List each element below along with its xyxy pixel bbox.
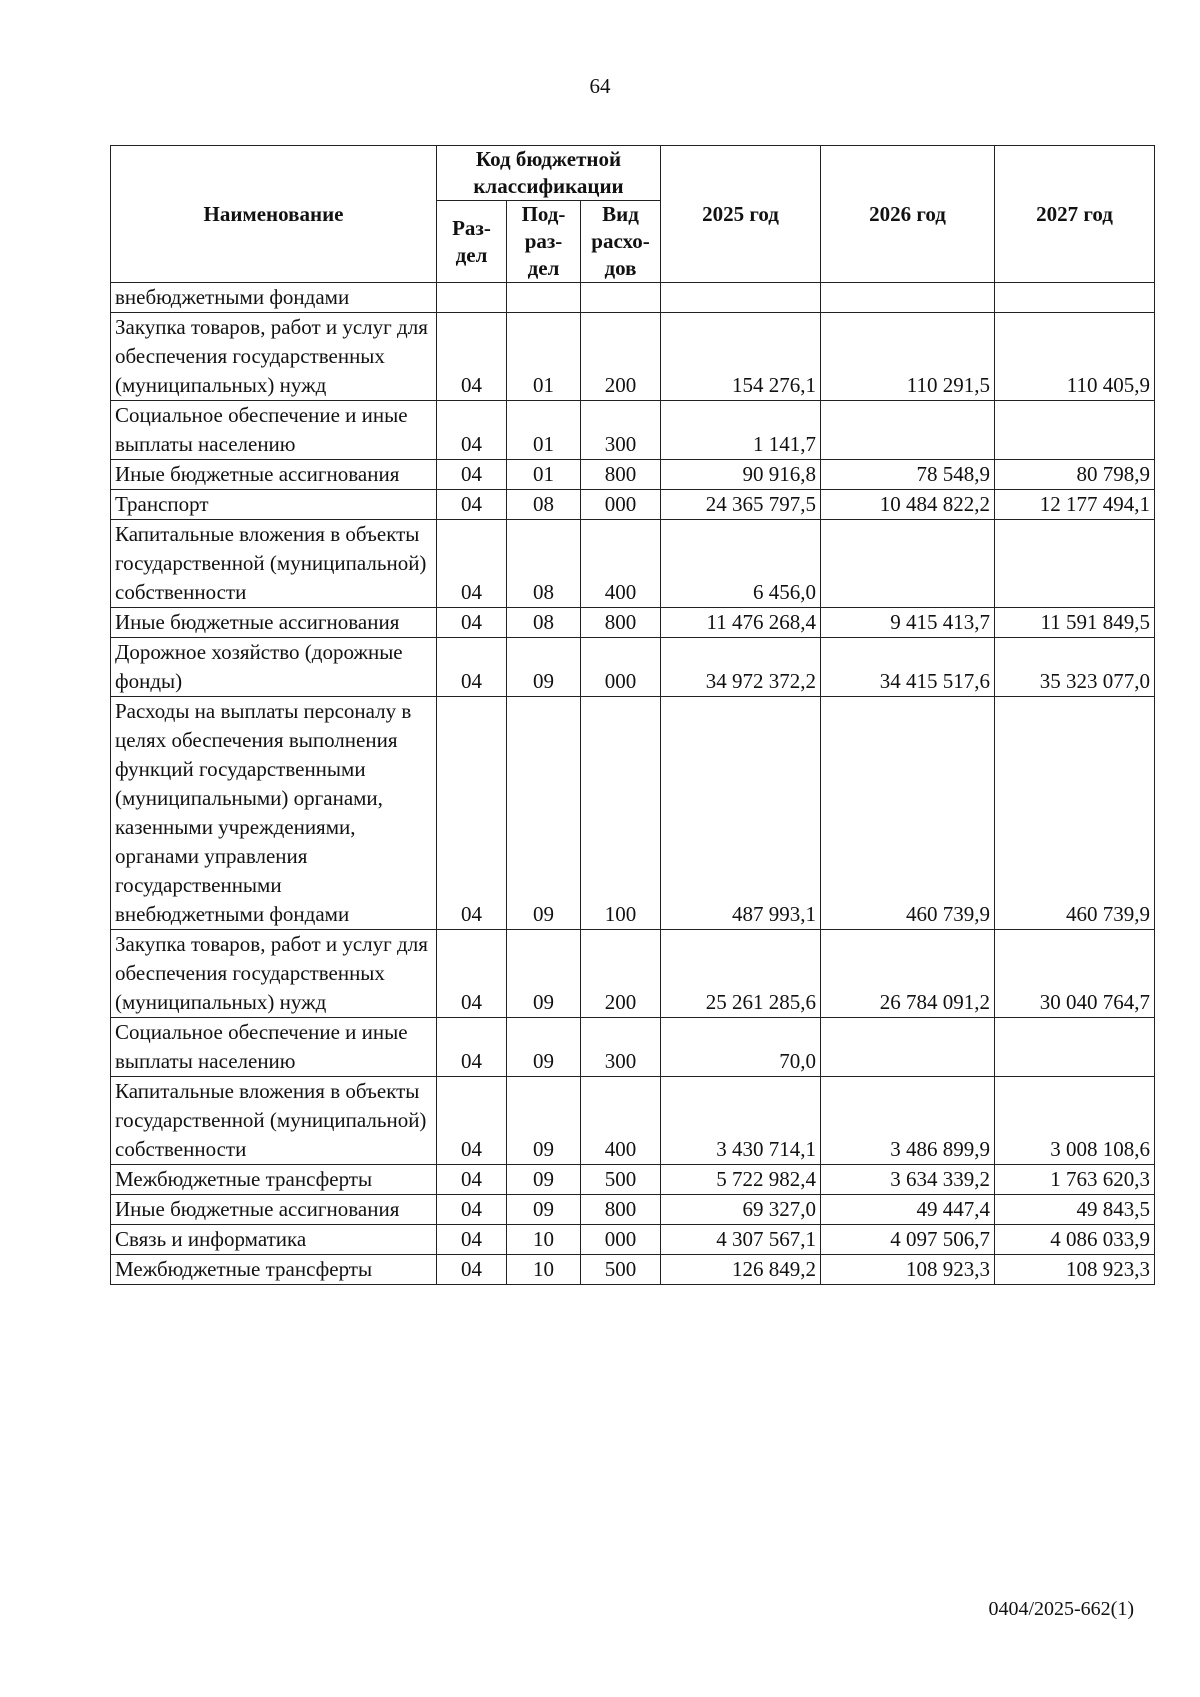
cell-2027: 110 405,9: [995, 313, 1155, 401]
cell-2025: 90 916,8: [661, 460, 821, 490]
cell-podrazdel: 09: [507, 1077, 581, 1165]
cell-razdel: 04: [437, 1225, 507, 1255]
header-name: Наименование: [111, 146, 437, 283]
cell-2027: 80 798,9: [995, 460, 1155, 490]
cell-podrazdel: 09: [507, 638, 581, 697]
cell-2026: 49 447,4: [821, 1195, 995, 1225]
cell-razdel: 04: [437, 1165, 507, 1195]
cell-2027: 3 008 108,6: [995, 1077, 1155, 1165]
cell-name: Межбюджетные трансферты: [111, 1165, 437, 1195]
table-row: [111, 608, 1155, 638]
cell-2026: 110 291,5: [821, 313, 995, 401]
cell-vid: 800: [581, 608, 661, 638]
cell-2026: 460 739,9: [821, 697, 995, 930]
cell-razdel: 04: [437, 1255, 507, 1285]
header-vid: Вид расхо-дов: [581, 201, 661, 283]
cell-vid: 300: [581, 1018, 661, 1077]
cell-name: Капитальные вложения в объекты государственной (муниципальной) собственности: [111, 520, 437, 608]
cell-name: Социальное обеспечение и иные выплаты населению: [111, 401, 437, 460]
cell-name: Закупка товаров, работ и услуг для обеспечения государственных (муниципальных) нужд: [111, 313, 437, 401]
cell-2026: [821, 401, 995, 460]
cell-2026: 9 415 413,7: [821, 608, 995, 638]
document-code: 0404/2025-662(1): [988, 1598, 1134, 1620]
cell-2025: 5 722 982,4: [661, 1165, 821, 1195]
cell-podrazdel: 01: [507, 460, 581, 490]
cell-vid: 500: [581, 1255, 661, 1285]
table-row: [111, 930, 1155, 1018]
cell-podrazdel: 10: [507, 1225, 581, 1255]
table-body: [111, 283, 1155, 1285]
cell-2025: 126 849,2: [661, 1255, 821, 1285]
cell-2025: 70,0: [661, 1018, 821, 1077]
cell-2026: 78 548,9: [821, 460, 995, 490]
cell-2027: [995, 283, 1155, 313]
cell-vid: 800: [581, 460, 661, 490]
cell-name: Транспорт: [111, 490, 437, 520]
cell-podrazdel: 09: [507, 1195, 581, 1225]
cell-2026: 108 923,3: [821, 1255, 995, 1285]
table-row: [111, 1077, 1155, 1165]
cell-2026: 26 784 091,2: [821, 930, 995, 1018]
cell-podrazdel: 08: [507, 520, 581, 608]
cell-2026: 3 486 899,9: [821, 1077, 995, 1165]
page-number: 64: [589, 74, 611, 98]
cell-2027: 108 923,3: [995, 1255, 1155, 1285]
cell-vid: 800: [581, 1195, 661, 1225]
cell-name: Социальное обеспечение и иные выплаты населению: [111, 1018, 437, 1077]
header-podrazdel: Под-раз-дел: [507, 201, 581, 283]
cell-podrazdel: 09: [507, 1165, 581, 1195]
cell-vid: 300: [581, 401, 661, 460]
cell-razdel: 04: [437, 1018, 507, 1077]
cell-podrazdel: 09: [507, 930, 581, 1018]
cell-2027: 49 843,5: [995, 1195, 1155, 1225]
cell-vid: 100: [581, 697, 661, 930]
cell-2026: 34 415 517,6: [821, 638, 995, 697]
budget-table: [110, 145, 1155, 1285]
cell-podrazdel: 01: [507, 401, 581, 460]
cell-2025: 25 261 285,6: [661, 930, 821, 1018]
cell-razdel: 04: [437, 401, 507, 460]
cell-razdel: 04: [437, 460, 507, 490]
cell-2025: 69 327,0: [661, 1195, 821, 1225]
cell-razdel: 04: [437, 608, 507, 638]
table-row: [111, 1018, 1155, 1077]
cell-2027: 460 739,9: [995, 697, 1155, 930]
header-2025: 2025 год: [661, 146, 821, 283]
header-razdel: Раз-дел: [437, 201, 507, 283]
cell-vid: 500: [581, 1165, 661, 1195]
table-row: [111, 1195, 1155, 1225]
cell-2025: 1 141,7: [661, 401, 821, 460]
cell-vid: 200: [581, 930, 661, 1018]
cell-razdel: 04: [437, 1077, 507, 1165]
cell-vid: 000: [581, 638, 661, 697]
table-row: [111, 520, 1155, 608]
table-row: [111, 638, 1155, 697]
cell-razdel: 04: [437, 520, 507, 608]
cell-name: внебюджетными фондами: [111, 283, 437, 313]
cell-vid: 200: [581, 313, 661, 401]
cell-vid: 000: [581, 490, 661, 520]
table-row: [111, 697, 1155, 930]
cell-vid: 000: [581, 1225, 661, 1255]
cell-podrazdel: 01: [507, 313, 581, 401]
cell-2027: 12 177 494,1: [995, 490, 1155, 520]
cell-vid: 400: [581, 520, 661, 608]
table-row: [111, 460, 1155, 490]
cell-podrazdel: 09: [507, 697, 581, 930]
cell-name: Межбюджетные трансферты: [111, 1255, 437, 1285]
cell-2027: 11 591 849,5: [995, 608, 1155, 638]
cell-name: Иные бюджетные ассигнования: [111, 608, 437, 638]
cell-name: Связь и информатика: [111, 1225, 437, 1255]
cell-2026: 10 484 822,2: [821, 490, 995, 520]
cell-podrazdel: 10: [507, 1255, 581, 1285]
cell-razdel: [437, 283, 507, 313]
cell-vid: 400: [581, 1077, 661, 1165]
header-2027: 2027 год: [995, 146, 1155, 283]
cell-2026: 3 634 339,2: [821, 1165, 995, 1195]
cell-2026: 4 097 506,7: [821, 1225, 995, 1255]
cell-podrazdel: 08: [507, 490, 581, 520]
cell-2027: 1 763 620,3: [995, 1165, 1155, 1195]
cell-2025: [661, 283, 821, 313]
cell-2027: [995, 520, 1155, 608]
cell-2026: [821, 283, 995, 313]
cell-name: Иные бюджетные ассигнования: [111, 460, 437, 490]
cell-razdel: 04: [437, 697, 507, 930]
cell-2026: [821, 1018, 995, 1077]
table-row: [111, 1225, 1155, 1255]
cell-razdel: 04: [437, 1195, 507, 1225]
cell-2025: 6 456,0: [661, 520, 821, 608]
cell-name: Иные бюджетные ассигнования: [111, 1195, 437, 1225]
table-row: [111, 401, 1155, 460]
cell-2025: 154 276,1: [661, 313, 821, 401]
cell-razdel: 04: [437, 313, 507, 401]
cell-2027: [995, 1018, 1155, 1077]
cell-2027: 30 040 764,7: [995, 930, 1155, 1018]
cell-2025: 3 430 714,1: [661, 1077, 821, 1165]
cell-2025: 24 365 797,5: [661, 490, 821, 520]
table-row: [111, 1165, 1155, 1195]
cell-podrazdel: [507, 283, 581, 313]
cell-vid: [581, 283, 661, 313]
cell-2027: 4 086 033,9: [995, 1225, 1155, 1255]
cell-name: Расходы на выплаты персоналу в целях обеспечения выполнения функций государственными (муниципальными) органами, казенными учреждениями, органами управления государственными внебюджетными фондами: [111, 697, 437, 930]
table-row: [111, 490, 1155, 520]
header-2026: 2026 год: [821, 146, 995, 283]
cell-podrazdel: 08: [507, 608, 581, 638]
cell-2027: 35 323 077,0: [995, 638, 1155, 697]
cell-name: Капитальные вложения в объекты государственной (муниципальной) собственности: [111, 1077, 437, 1165]
cell-razdel: 04: [437, 638, 507, 697]
cell-2026: [821, 520, 995, 608]
cell-2025: 487 993,1: [661, 697, 821, 930]
cell-2027: [995, 401, 1155, 460]
header-code-group: Код бюджетной классификации: [437, 146, 661, 201]
cell-2025: 11 476 268,4: [661, 608, 821, 638]
table-row: [111, 313, 1155, 401]
table-row: [111, 283, 1155, 313]
cell-name: Дорожное хозяйство (дорожные фонды): [111, 638, 437, 697]
cell-podrazdel: 09: [507, 1018, 581, 1077]
cell-razdel: 04: [437, 930, 507, 1018]
cell-2025: 34 972 372,2: [661, 638, 821, 697]
table-row: [111, 1255, 1155, 1285]
table-header-row: [111, 146, 1155, 201]
cell-2025: 4 307 567,1: [661, 1225, 821, 1255]
cell-name: Закупка товаров, работ и услуг для обеспечения государственных (муниципальных) нужд: [111, 930, 437, 1018]
cell-razdel: 04: [437, 490, 507, 520]
